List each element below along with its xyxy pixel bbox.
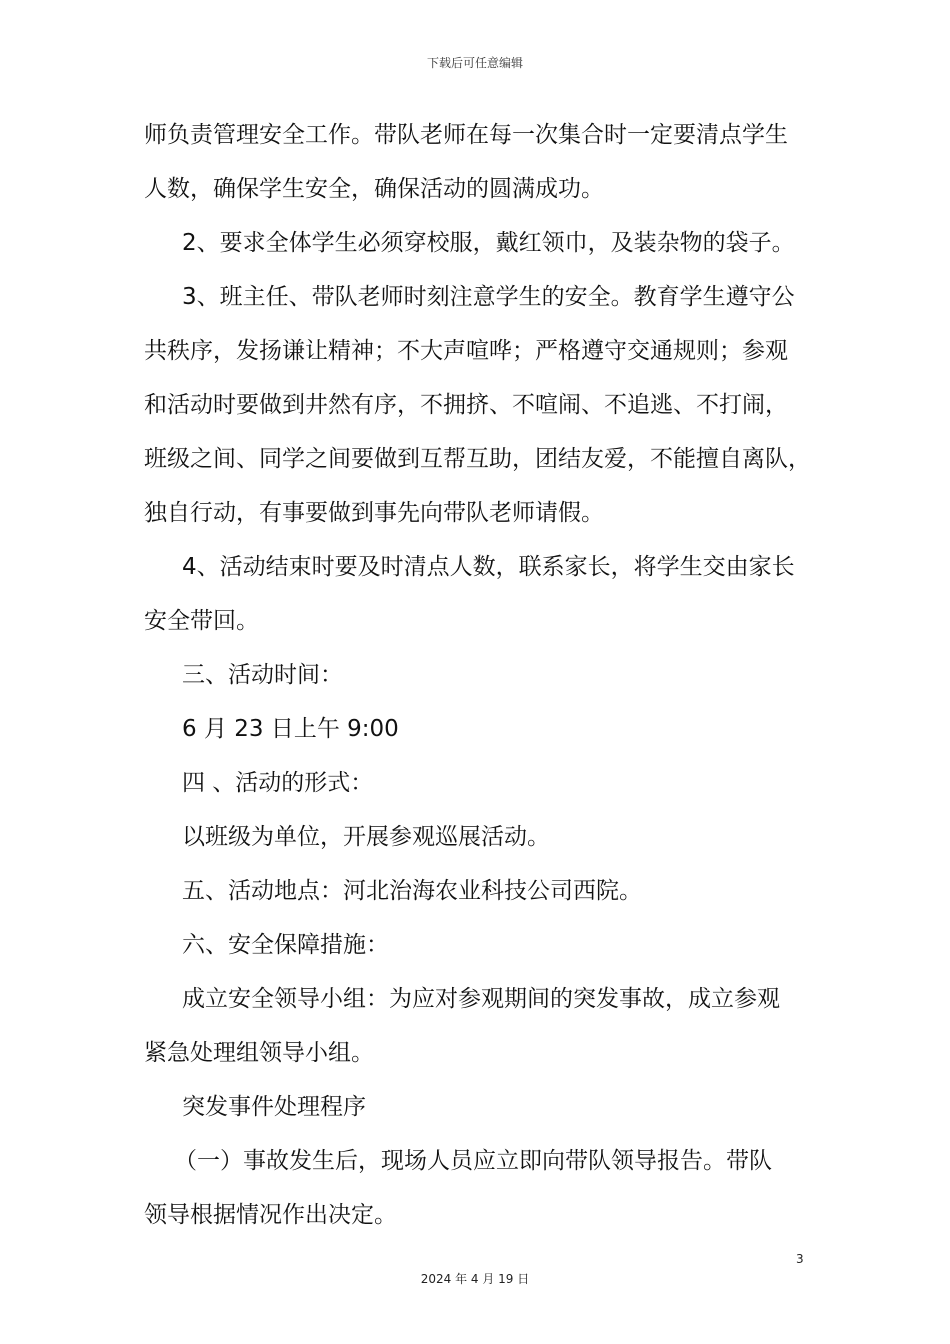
document-body xyxy=(144,108,809,1242)
paragraph-line: 独自行动，有事要做到事先向带队老师请假。 xyxy=(144,500,604,526)
page-footer-date: 2024 年 4 月 19 日 xyxy=(420,1272,530,1286)
paragraph-line: 以班级为单位，开展参观巡展活动。 xyxy=(182,824,550,850)
paragraph-line: 共秩序，发扬谦让精神；不大声喧哗；严格遵守交通规则；参观 xyxy=(144,338,788,364)
paragraph-line: 6 月 23 日上午 9:00 xyxy=(182,716,399,742)
paragraph-line: （一）事故发生后，现场人员应立即向带队领导报告。带队 xyxy=(174,1148,772,1174)
paragraph-line: 安全带回。 xyxy=(144,608,259,634)
paragraph-line: 2、要求全体学生必须穿校服，戴红领巾，及装杂物的袋子。 xyxy=(182,230,795,256)
paragraph-line: 3、班主任、带队老师时刻注意学生的安全。教育学生遵守公 xyxy=(182,284,795,310)
section-heading: 五、活动地点：河北治海农业科技公司西院。 xyxy=(182,878,642,904)
paragraph-line: 4、活动结束时要及时清点人数，联系家长，将学生交由家长 xyxy=(182,554,795,580)
section-heading: 四 、活动的形式： xyxy=(182,770,374,796)
section-heading: 三、活动时间： xyxy=(182,662,343,688)
paragraph-line: 师负责管理安全工作。带队老师在每一次集合时一定要清点学生 xyxy=(144,122,788,148)
paragraph-line: 人数，确保学生安全，确保活动的圆满成功。 xyxy=(144,176,604,202)
page-header: 下载后可任意编辑 xyxy=(426,56,523,70)
paragraph-line: 紧急处理组领导小组。 xyxy=(144,1040,374,1066)
paragraph-line: 和活动时要做到井然有序，不拥挤、不喧闹、不追逃、不打闹， xyxy=(144,392,788,418)
page-number: 3 xyxy=(796,1252,804,1266)
paragraph-line: 领导根据情况作出决定。 xyxy=(144,1202,397,1228)
paragraph-line: 成立安全领导小组：为应对参观期间的突发事故，成立参观 xyxy=(182,986,780,1012)
section-heading: 六、安全保障措施： xyxy=(182,932,389,958)
paragraph-line: 班级之间、同学之间要做到互帮互助，团结友爱，不能擅自离队， xyxy=(144,446,811,472)
section-heading: 突发事件处理程序 xyxy=(182,1094,366,1120)
